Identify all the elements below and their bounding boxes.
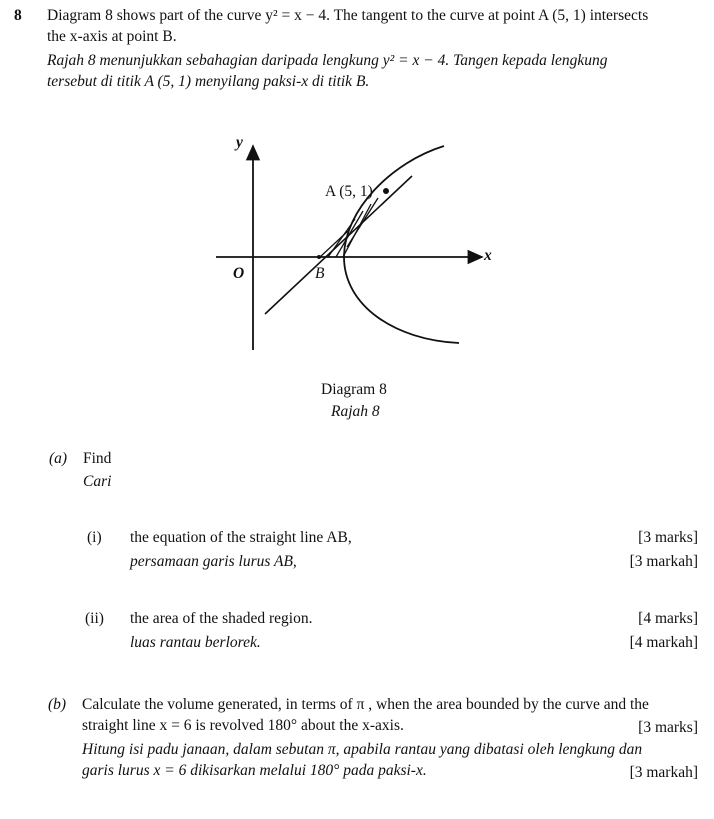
point-a-label: A (5, 1) [325,183,373,200]
x-axis-label: x [484,247,492,264]
part-b-label: (b) [48,696,67,713]
question-text-en-line1: Diagram 8 shows part of the curve y² = x − 4. The tangent to the curve at point A (5, 1) intersects [47,7,649,24]
part-a-i-marks-en: [3 marks] [638,529,698,546]
diagram-caption-en: Diagram 8 [321,381,387,398]
part-a-ii-text-en: the area of the shaded region. [130,610,313,627]
origin-label: O [233,265,245,282]
part-b-text-en-line1: Calculate the volume generated, in terms of π , when the area bounded by the curve and the [82,696,649,713]
part-a-label: (a) [49,450,68,467]
part-a-ii-label: (ii) [85,610,104,627]
part-b-text-en-line2: straight line x = 6 is revolved 180° about the x-axis. [82,717,404,734]
point-b-label: B [315,265,325,282]
part-b-marks-ms: [3 markah] [629,764,698,781]
part-a-find-ms: Cari [83,473,112,490]
question-text-ms-line1: Rajah 8 menunjukkan sebahagian daripada lengkung y² = x − 4. Tangen kepada lengkung [47,52,608,69]
part-b-text-ms-line2: garis lurus x = 6 dikisarkan melalui 180° pada paksi-x. [82,762,427,779]
question-text-ms-line2: tersebut di titik A (5, 1) menyilang paksi-x di titik B. [47,73,370,90]
question-number: 8 [14,7,22,24]
part-a-ii-marks-ms: [4 markah] [629,634,698,651]
part-b-text-ms-line1: Hitung isi padu janaan, dalam sebutan π, apabila rantau yang dibatasi oleh lengkung dan [82,741,643,758]
point-b [317,255,321,259]
diagram-caption-ms: Rajah 8 [331,403,380,420]
part-b-marks-en: [3 marks] [638,719,698,736]
part-a-i-text-en: the equation of the straight line AB, [130,529,352,546]
part-a-i-label: (i) [87,529,102,546]
part-a-ii-marks-en: [4 marks] [638,610,698,627]
point-a [383,188,389,194]
part-a-find-en: Find [83,450,112,467]
part-a-ii-text-ms: luas rantau berlorek. [130,634,261,651]
curve [344,146,459,343]
part-a-i-text-ms: persamaan garis lurus AB, [130,553,297,570]
shaded-region [320,198,378,257]
y-axis-label: y [236,134,243,151]
question-text-en-line2: the x-axis at point B. [47,28,177,45]
part-a-i-marks-ms: [3 markah] [629,553,698,570]
